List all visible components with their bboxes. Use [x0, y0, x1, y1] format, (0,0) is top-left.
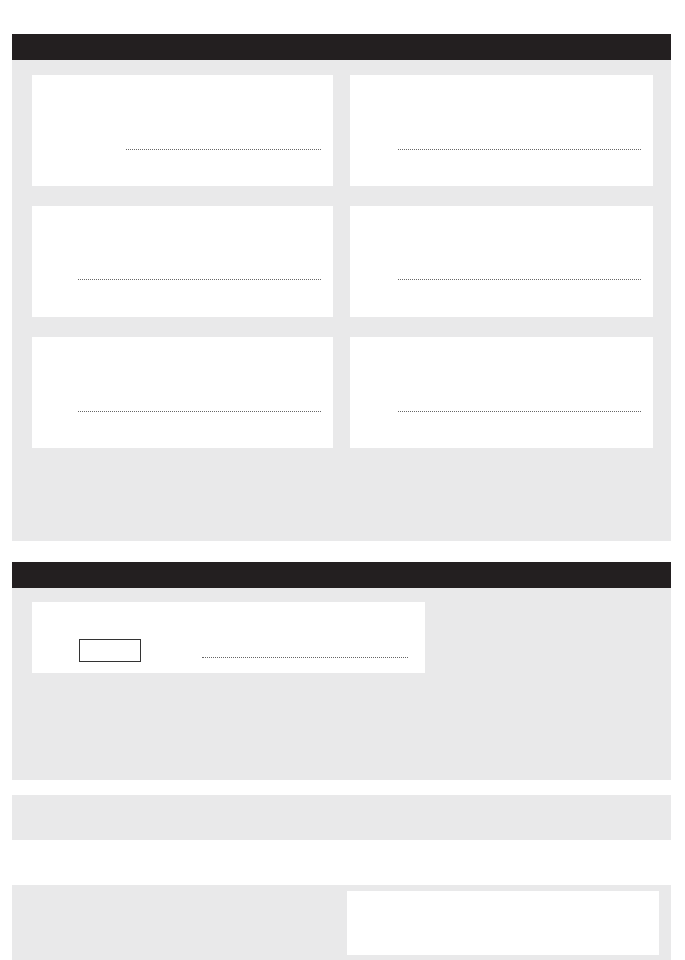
box-ricerca-scientifica [350, 75, 653, 186]
box-partito-politico [32, 602, 425, 673]
firma-box[interactable] [347, 891, 659, 955]
box-comune-residenza [32, 337, 333, 448]
firma-line[interactable] [398, 149, 641, 150]
firma-line[interactable] [78, 279, 321, 280]
firma-line[interactable] [202, 657, 408, 658]
codice-partito-input[interactable] [79, 639, 141, 662]
firma-line[interactable] [126, 149, 321, 150]
due-header [12, 562, 671, 588]
dichiarazione-panel [12, 885, 671, 960]
cinque-header [12, 34, 671, 60]
privacy-note [12, 795, 671, 840]
firma-line[interactable] [78, 411, 321, 412]
firma-line[interactable] [398, 279, 641, 280]
box-beni-culturali [350, 206, 653, 317]
box-volontariato [32, 75, 333, 186]
codice-fiscale-top [16, 6, 22, 20]
box-ricerca-sanitaria [32, 206, 333, 317]
box-associazioni-sportive [350, 337, 653, 448]
firma-line[interactable] [398, 411, 641, 412]
